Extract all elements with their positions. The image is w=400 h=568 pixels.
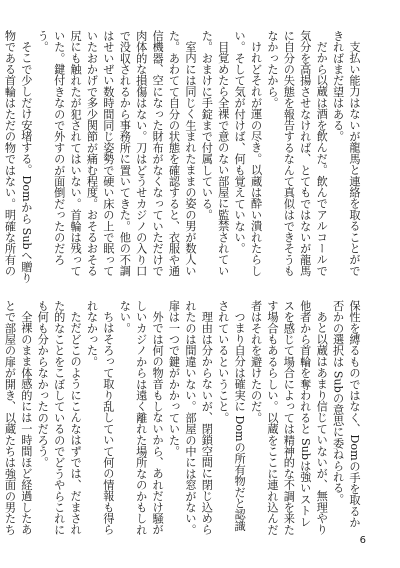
paragraph: 保性を縛るものではなく、Domの手を取るか否かの選択は Subの意思に委ねられる。 — [331, 300, 361, 528]
paragraph: つまり自分は確実に Domの所有物だと認識されているということ。 — [216, 300, 247, 532]
paragraph: 理由は分からないが、閉鎖空間に閉じ込められたのは間違いない。部屋の中には窓がない。扉は一つで鍵がかかっていた。 — [167, 300, 214, 536]
paragraph: けれどそれが運の尽き。以蔵は酔い潰れたらしい。そして気が付けば、何も覚えていない。 — [233, 30, 263, 277]
page-number: 6 — [359, 535, 366, 546]
paragraph: だから以蔵は酒を飲んだ。飲んでアルコールで気分を高揚させなければ、とてもではないが龍馬に自分の失態を報告するなんて真似はできそうもなかったから。 — [265, 30, 329, 277]
paragraph: 目覚めたら全裸で意のない部屋に監禁されていた。おまけに手錠まで付属している。 — [200, 30, 230, 277]
paragraph: そこで少しだけ安堵する。Domから Subへ贈り物である首輪はただの物ではない。明確な所有の — [3, 30, 33, 284]
paragraph: ただどこのようにこんなはずでは、だまされた的なことをこぼしているのでどうやらこれにも何も分からなかったのだろう。 — [36, 300, 83, 536]
text-block-bottom — [3, 300, 362, 538]
paragraph: あと以蔵はあまり信じていないが、無理やり他者から首輪を奪われると Subは強いストレスを感じて場合によっては精神的な不調を来たす場合もあるらしい。以蔵をここに連れ込んだ者はそれを避けたのだ。 — [249, 300, 329, 536]
paragraph: ちはそろって取り乱していて何の情報も得られなかった。 — [85, 300, 115, 536]
paragraph: 外では何の物音もしないから、あれだけ騒がしいカジノからは遠く離れた場所なのかもしれない。 — [118, 300, 165, 536]
paragraph: 全裸のまま体感的には一時間ほど経過したあとで部屋の扉が開き、以蔵たちは強面の男たち — [3, 300, 33, 536]
paragraph: 支払い能力はないが龍馬と連絡を取ることができればまだ望はある。 — [331, 30, 361, 277]
text-block-top — [3, 30, 362, 285]
paragraph: 室内には同じく生まれたままの姿の男が数人いた。あわてて自分の状態を確認すると、衣服や通信機器、空になった財布がなくなっていただけで肉体的な損傷はない。刀はどうせカジノの入り口で没収されるから事務所に置いてきた。他の不調はせいぜい数時間同じ姿勢で硬い床の上で眠っていたおかげで多少関節が痛む程度。おそるおそる尻にも触れたが犯されてはいない。首輪は残っていた。鍵付きなので外すのが面倒だったのだろう。 — [36, 30, 197, 277]
